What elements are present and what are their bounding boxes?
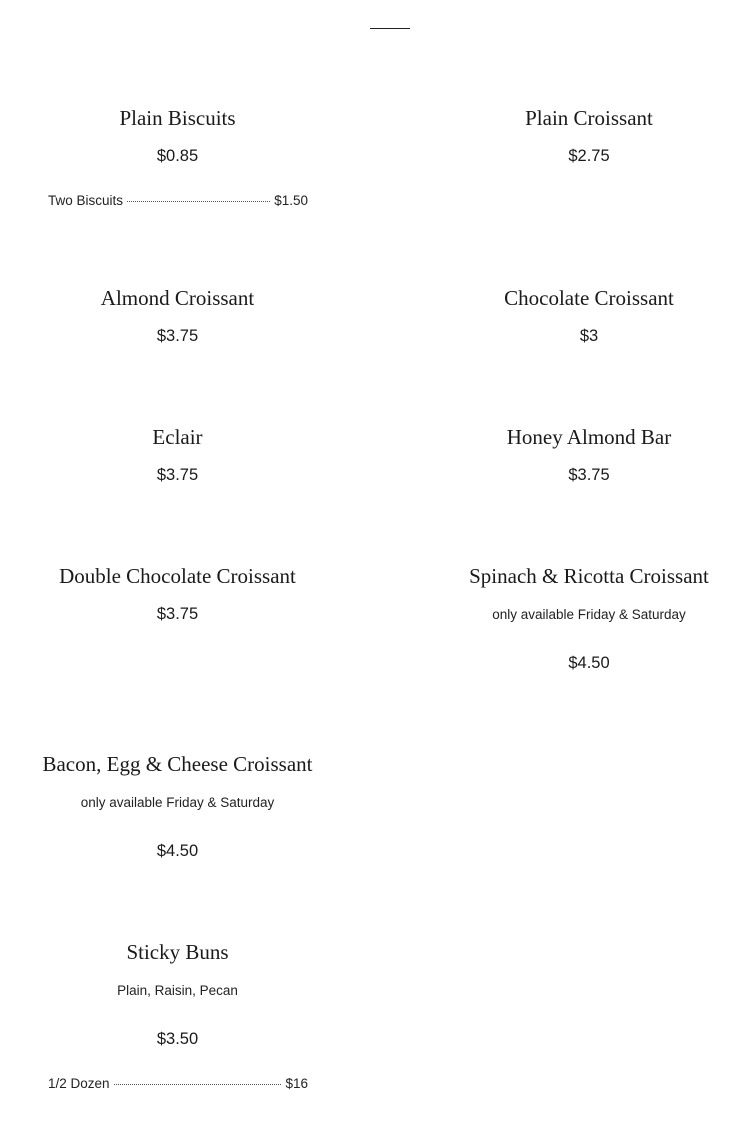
item-name: Plain Biscuits [119, 106, 236, 130]
section-divider [370, 28, 410, 29]
menu-item-almond-croissant [0, 285, 355, 347]
menu-item-chocolate-croissant [430, 285, 748, 347]
item-name: Honey Almond Bar [506, 425, 672, 449]
item-price: $3.75 [156, 327, 199, 345]
item-price: $3.75 [156, 605, 199, 623]
item-name: Eclair [152, 425, 203, 449]
option-price: $1.50 [274, 193, 308, 208]
item-name: Spinach & Ricotta Croissant [469, 564, 709, 588]
menu-item-bacon-egg-cheese-croissant [0, 751, 355, 862]
option-label: 1/2 Dozen [48, 1076, 110, 1091]
item-price: $3.75 [568, 466, 610, 484]
item-name: Chocolate Croissant [504, 286, 674, 310]
item-name: Sticky Buns [126, 940, 229, 964]
item-name: Almond Croissant [100, 286, 255, 310]
item-price: $3 [579, 327, 599, 345]
menu-item-honey-almond-bar [430, 424, 748, 486]
menu-item-eclair [0, 424, 355, 486]
menu-item-plain-biscuits [0, 105, 355, 167]
item-price: $0.85 [156, 147, 199, 165]
option-label: Two Biscuits [48, 193, 124, 208]
item-price: $4.50 [568, 654, 610, 672]
menu-item-sticky-buns [0, 939, 355, 1050]
item-price: $3.75 [156, 466, 199, 484]
item-price: $2.75 [568, 147, 610, 165]
item-option-row [48, 1075, 308, 1093]
item-name: Bacon, Egg & Cheese Croissant [42, 752, 313, 776]
item-name: Plain Croissant [525, 106, 653, 130]
item-description: only available Friday & Saturday [492, 607, 686, 622]
menu-item-double-chocolate-croissant [0, 563, 355, 625]
item-price: $3.50 [156, 1030, 199, 1048]
dotted-leader [127, 201, 270, 202]
dotted-leader [114, 1084, 282, 1085]
menu-item-spinach-ricotta-croissant [430, 563, 748, 674]
item-description: Plain, Raisin, Pecan [117, 983, 238, 998]
option-price: $16 [285, 1076, 308, 1091]
menu-item-plain-croissant [430, 105, 748, 167]
item-name: Double Chocolate Croissant [59, 564, 296, 588]
item-price: $4.50 [156, 842, 199, 860]
item-option-row [48, 192, 308, 210]
item-description: only available Friday & Saturday [80, 795, 275, 810]
